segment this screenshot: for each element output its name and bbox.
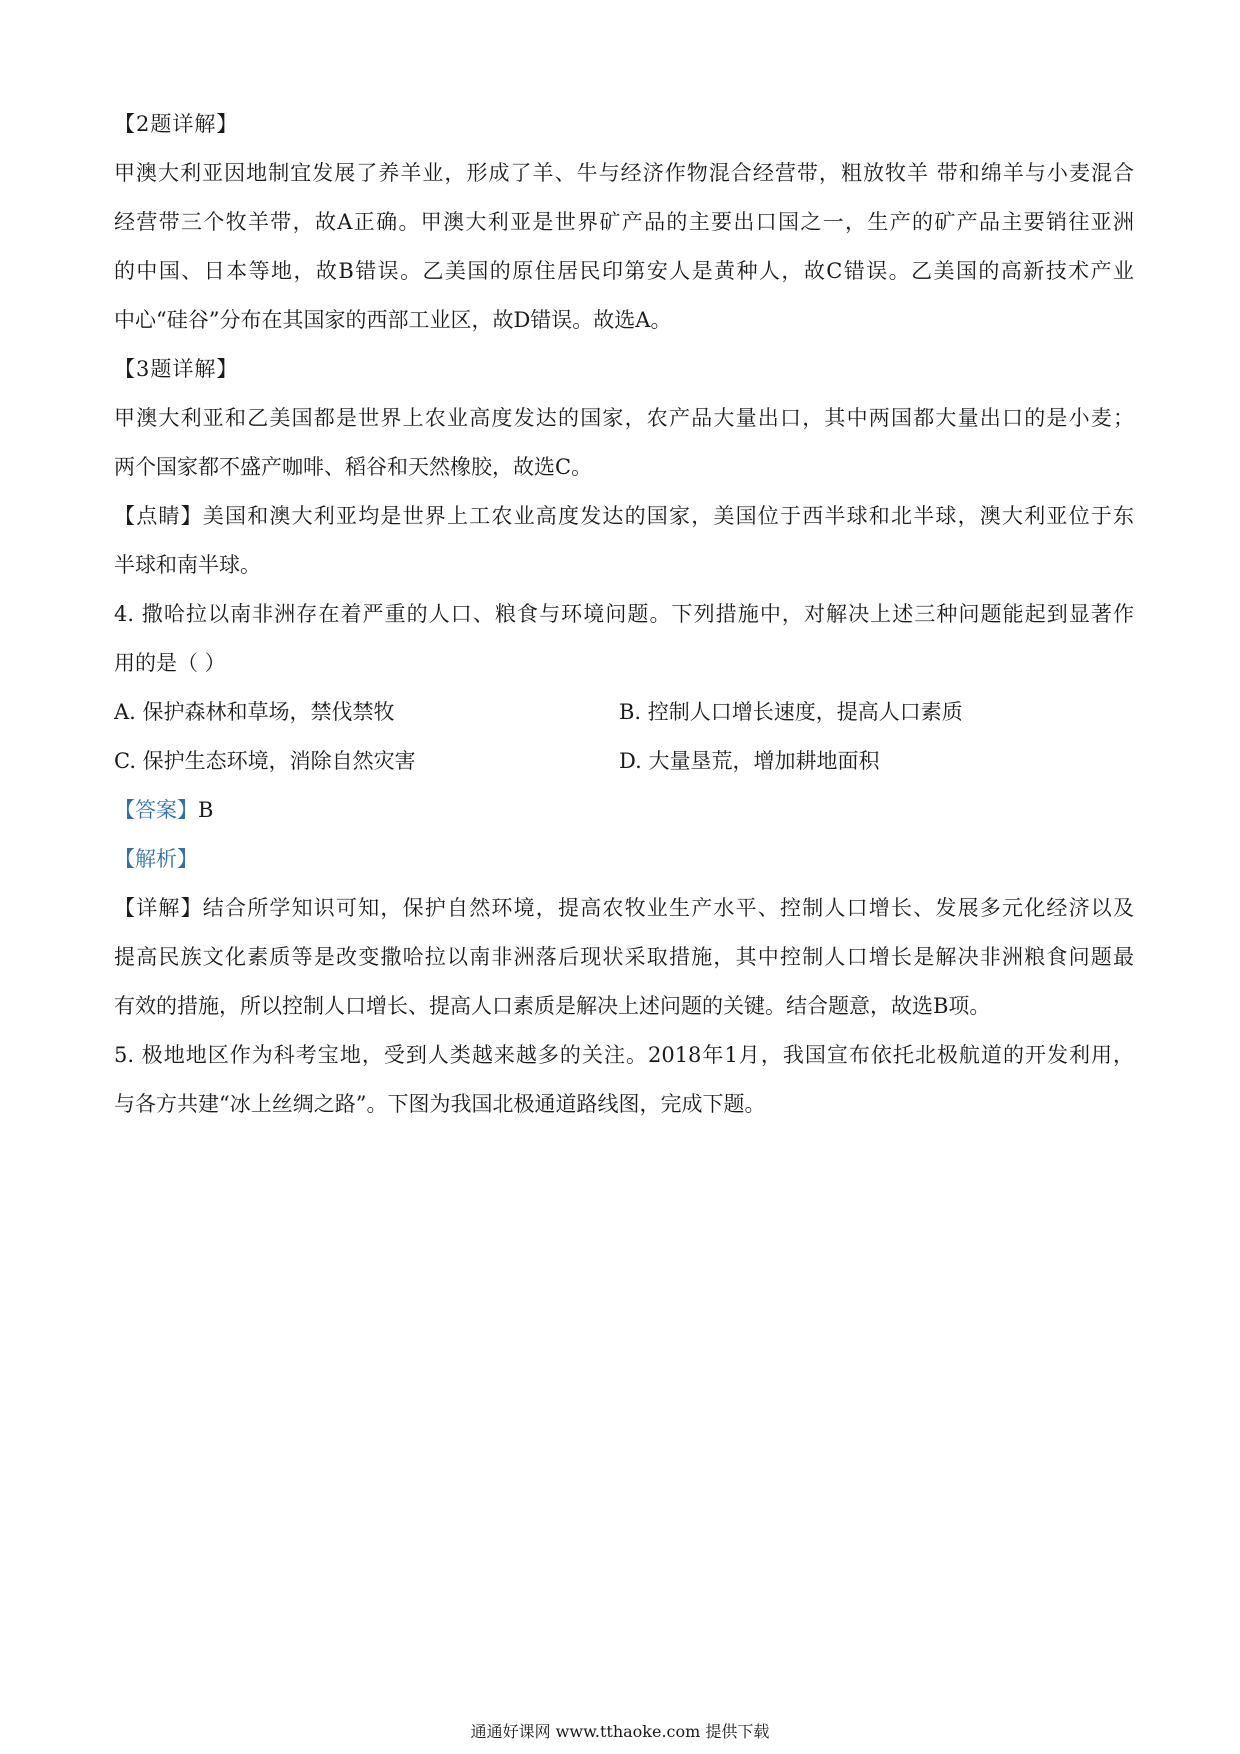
option-b: B. 控制人口增长速度，提高人口素质 <box>619 700 963 724</box>
q2-detail-line: 中心“硅谷”分布在其国家的西部工业区，故D错误。故选A。 <box>114 308 672 332</box>
dianjing-line: 半球和南半球。 <box>114 553 261 577</box>
detail-line: 有效的措施，所以控制人口增长、提高人口素质是解决上述问题的关键。结合题意，故选B项。 <box>114 994 991 1018</box>
analysis-label: 【解析】 <box>114 847 198 871</box>
question-4-stem: 4. 撒哈拉以南非洲存在着严重的人口、粮食与环境问题。下列措施中，对解决上述三种问题能起到显著作 <box>114 602 1134 626</box>
question-4-options-row <box>114 737 1134 786</box>
dianjing-line: 【点睛】美国和澳大利亚均是世界上工农业高度发达的国家，美国位于西半球和北半球，澳大利亚位于东 <box>114 504 1134 528</box>
answer-label: 【答案】 <box>114 798 198 822</box>
option-a: A. 保护森林和草场，禁伐禁牧 <box>114 700 395 724</box>
document-page <box>114 100 1134 1129</box>
question-5-stem: 5. 极地地区作为科考宝地，受到人类越来越多的关注。2018年1月，我国宣布依托北极航道的开发利用， <box>114 1043 1134 1067</box>
q2-detail-line: 甲澳大利亚因地制宜发展了养羊业，形成了羊、牛与经济作物混合经营带，粗放牧羊 带和绵羊与小麦混合 <box>114 161 1134 185</box>
q3-detail-line: 甲澳大利亚和乙美国都是世界上农业高度发达的国家，农产品大量出口，其中两国都大量出口的是小麦； <box>114 406 1134 430</box>
answer-line <box>114 786 1134 835</box>
q2-detail-line: 经营带三个牧羊带，故A正确。甲澳大利亚是世界矿产品的主要出口国之一，生产的矿产品主要销往亚洲 <box>114 210 1134 234</box>
q3-detail-line: 两个国家都不盛产咖啡、稻谷和天然橡胶，故选C。 <box>114 455 593 479</box>
question-4-stem: 用的是（ ） <box>114 651 226 675</box>
q2-detail-line: 的中国、日本等地，故B错误。乙美国的原住居民印第安人是黄种人，故C错误。乙美国的高新技术产业 <box>114 259 1134 283</box>
detail-line: 提高民族文化素质等是改变撒哈拉以南非洲落后现状采取措施，其中控制人口增长是解决非洲粮食问题最 <box>114 945 1134 969</box>
question-5-stem: 与各方共建“冰上丝绸之路”。下图为我国北极通道路线图，完成下题。 <box>114 1092 766 1116</box>
detail-line: 【详解】结合所学知识可知，保护自然环境，提高农牧业生产水平、控制人口增长、发展多元化经济以及 <box>114 896 1134 920</box>
option-c: C. 保护生态环境，消除自然灾害 <box>114 749 416 773</box>
q3-detail-heading: 【3题详解】 <box>114 357 239 381</box>
q2-detail-heading: 【2题详解】 <box>114 112 239 136</box>
option-d: D. 大量垦荒，增加耕地面积 <box>619 749 880 773</box>
answer-value: B <box>198 798 214 822</box>
question-4-options-row <box>114 688 1134 737</box>
page-footer: 通通好课网 www.tthaoke.com 提供下载 <box>470 1722 770 1741</box>
